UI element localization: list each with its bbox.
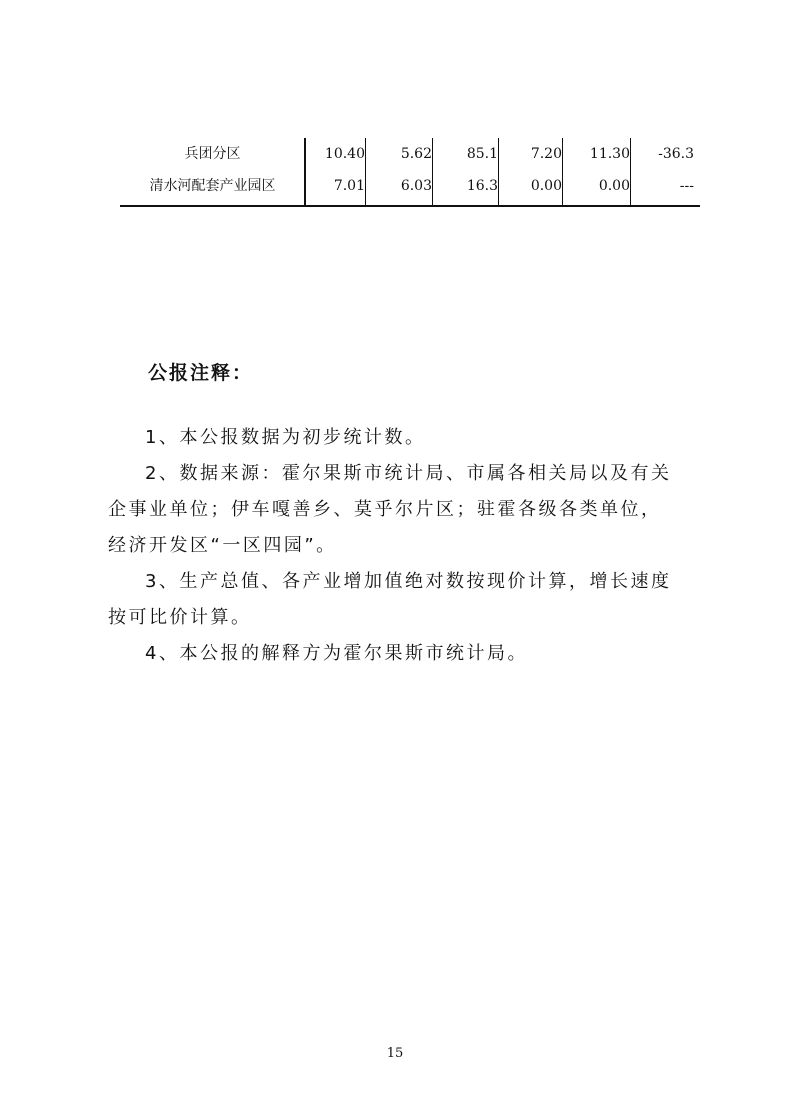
note-line: 按可比价计算。 xyxy=(108,607,252,628)
column-divider xyxy=(630,138,631,206)
note-line: 经济开发区“一区四园”。 xyxy=(108,535,337,556)
row-name: 清水河配套产业园区 xyxy=(149,178,276,194)
note-line: 3、生产总值、各产业增加值绝对数按现价计算，增长速度 xyxy=(145,571,672,592)
note-line: 1、本公报数据为初步统计数。 xyxy=(145,427,426,448)
column-divider xyxy=(365,138,366,206)
note-line: 2、数据来源：霍尔果斯市统计局、市属各相关局以及有关 xyxy=(145,463,672,484)
note-item-2 xyxy=(108,456,698,564)
table-cell: 85.1 xyxy=(466,146,498,162)
table-cell: 7.01 xyxy=(333,178,365,194)
column-divider xyxy=(304,138,306,206)
notes-title: 公报注释： xyxy=(148,362,254,384)
page-number: 15 xyxy=(386,1046,404,1061)
note-item-1 xyxy=(108,420,698,456)
table-cell: 6.03 xyxy=(400,178,432,194)
note-item-3 xyxy=(108,564,698,636)
table-cell: 10.40 xyxy=(324,146,365,162)
table-cell: -36.3 xyxy=(658,146,694,162)
table-cell: 7.20 xyxy=(530,146,562,162)
column-divider xyxy=(562,138,563,206)
column-divider xyxy=(498,138,499,206)
table-row xyxy=(120,138,700,170)
column-divider xyxy=(432,138,433,206)
note-line: 企事业单位；伊车嘎善乡、莫乎尔片区；驻霍各级各类单位， xyxy=(108,499,662,520)
table-cell: 0.00 xyxy=(598,178,630,194)
note-line: 4、本公报的解释方为霍尔果斯市统计局。 xyxy=(145,643,528,664)
note-item-4 xyxy=(108,636,698,672)
data-table xyxy=(120,138,700,202)
table-cell: 5.62 xyxy=(400,146,432,162)
table-cell: 16.3 xyxy=(466,178,498,194)
row-name: 兵团分区 xyxy=(184,146,241,162)
table-bottom-rule xyxy=(120,205,700,207)
table-cell: 0.00 xyxy=(530,178,562,194)
table-cell: --- xyxy=(679,178,694,194)
table-row xyxy=(120,170,700,202)
table-cell: 11.30 xyxy=(589,146,630,162)
